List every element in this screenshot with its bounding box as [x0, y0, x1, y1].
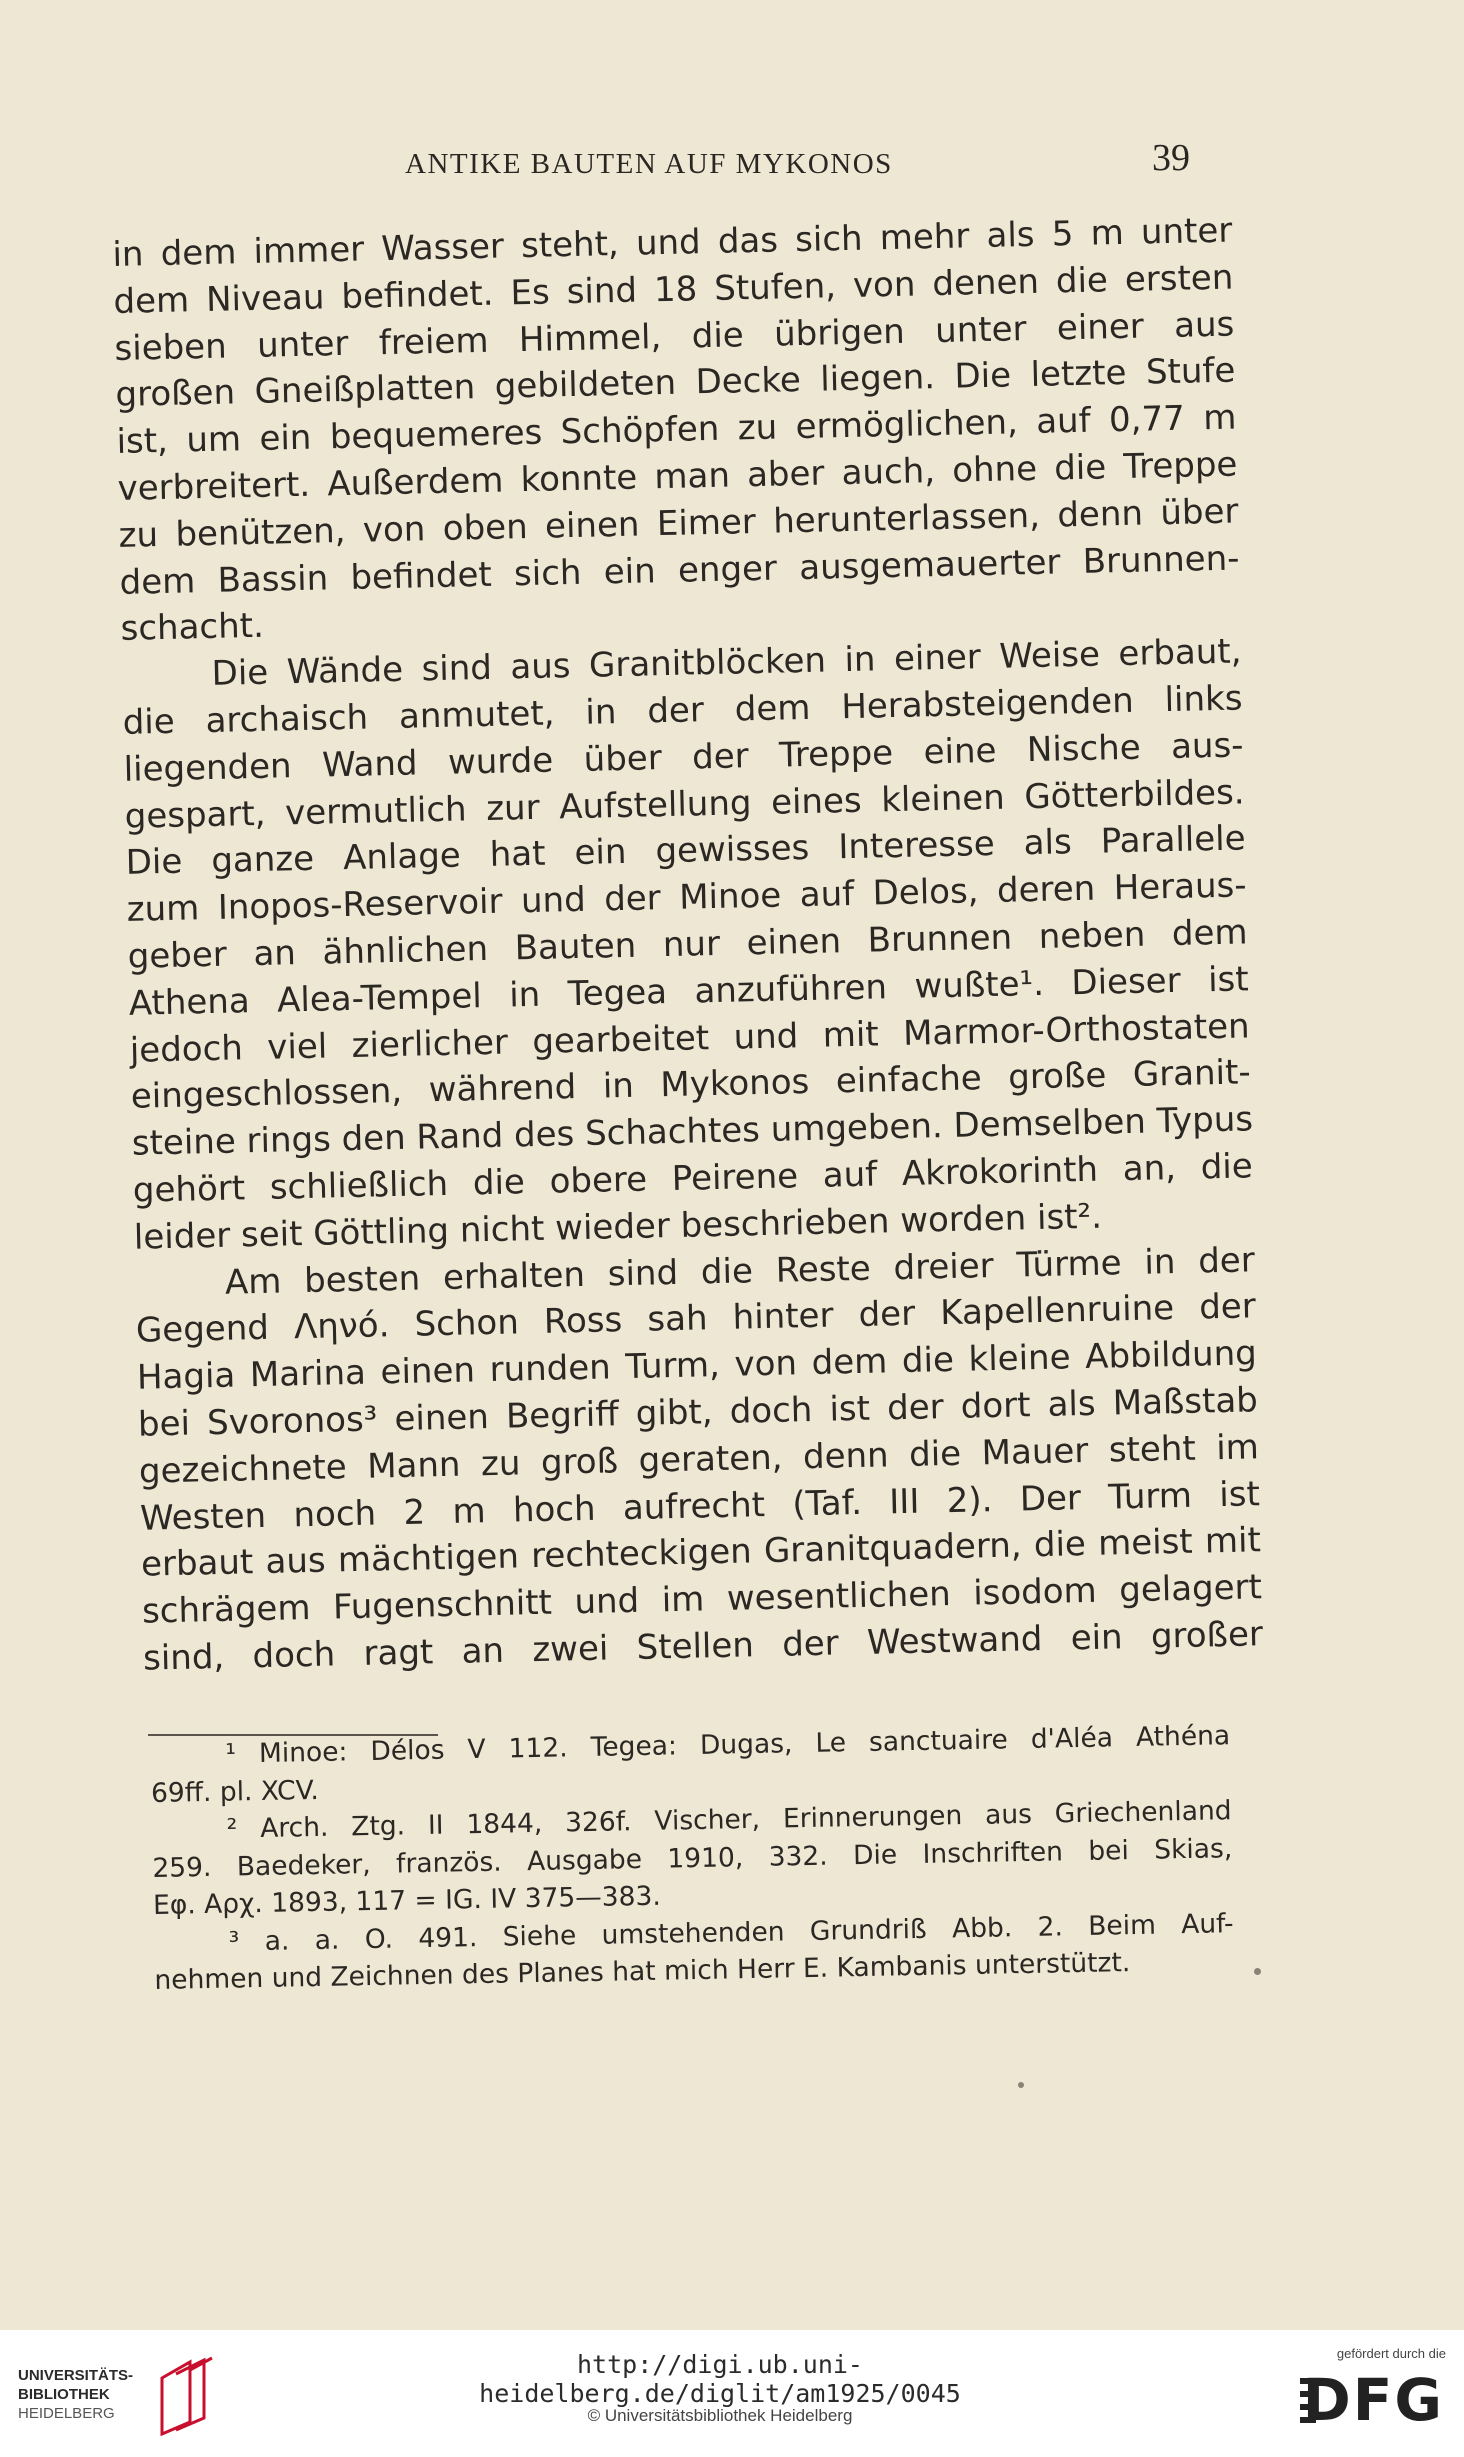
text-line: großen Gneißplatten gebildeten Decke liegen. Die letzte Stufe	[115, 350, 1236, 416]
text-line: steine rings den Rand des Schachtes umgeben. Demselben Typus	[131, 1099, 1254, 1164]
text-line: gehört schließlich die obere Peirene auf Akrokorinth an, die	[132, 1146, 1254, 1211]
body-text	[112, 208, 1263, 1683]
text-line: sind, doch ragt an zwei Stellen der Westwand ein großer	[142, 1614, 1264, 1679]
text-line: Die ganze Anlage hat ein gewisses Interesse als Parallele	[125, 818, 1246, 884]
paper-speck	[1018, 2082, 1024, 2088]
digitization-footer	[0, 2330, 1464, 2457]
footnote-line: Εφ. Αρχ. 1893, 117 = IG. IV 375—383.	[152, 1880, 662, 1921]
dfg-wordmark: DFG	[1302, 2366, 1444, 2434]
funding-caption: gefördert durch die	[1336, 2346, 1446, 2361]
library-name-line: UNIVERSITÄTS-	[18, 2367, 134, 2384]
library-emblem-icon	[156, 2356, 216, 2436]
text-line: dem Bassin befindet sich ein enger ausgemauerter Brunnen-	[119, 538, 1240, 603]
text-line: verbreitert. Außerdem konnte man aber auch, ohne die Treppe	[117, 444, 1238, 509]
text-line: eingeschlossen, während in Mykonos einfache große Granit-	[130, 1052, 1252, 1118]
footnote-line: 259. Baedeker, französ. Ausgabe 1910, 332. Die Inschriften bei Skias,	[152, 1832, 1233, 1884]
text-line: sieben unter freiem Himmel, die übrigen unter einer aus	[114, 304, 1235, 369]
permalink-url[interactable]: http://digi.ub.uni-heidelberg.de/diglit/am1925/0045	[479, 2350, 961, 2408]
text-line: Hagia Marina einen runden Turm, von dem die kleine Abbildung	[136, 1333, 1258, 1398]
text-line: Gegend Ληνό. Schon Ross sah hinter der Kapellenruine der	[135, 1286, 1257, 1352]
paragraph-start-line: Die Wände sind aus Granitblöcken in einer Weise erbaut,	[211, 631, 1242, 695]
text-line: zum Inopos-Reservoir und der Minoe auf Delos, deren Heraus-	[126, 865, 1247, 930]
library-name-line: BIBLIOTHEK	[18, 2386, 110, 2403]
dfg-logo[interactable]	[1296, 2346, 1446, 2446]
text-line: liegenden Wand wurde über der Treppe eine Nische aus-	[123, 725, 1244, 790]
text-line: leider seit Göttling nicht wieder beschrieben worden ist².	[133, 1196, 1103, 1258]
footnote-line: ¹ Minoe: Délos V 112. Tegea: Dugas, Le sanctuaire d'Aléa Athéna	[225, 1720, 1231, 1770]
library-name	[18, 2366, 133, 2423]
text-line: gespart, vermutlich zur Aufstellung eines kleinen Götterbildes.	[124, 771, 1245, 837]
text-line: zu benützen, von oben einen Eimer herunterlassen, denn über	[118, 491, 1239, 556]
text-line: erbaut aus mächtigen rechteckigen Granitquadern, die meist mit	[140, 1520, 1262, 1585]
page-number: 39	[1152, 137, 1190, 179]
copyright-notice: © Universitätsbibliothek Heidelberg	[587, 2406, 853, 2425]
university-library-logo[interactable]	[18, 2352, 218, 2442]
paper-speck	[1254, 1968, 1261, 1975]
text-line: ist, um ein bequemeres Schöpfen zu ermöglichen, auf 0,77 m	[116, 397, 1237, 463]
text-line: gezeichnete Mann zu groß geraten, denn die Mauer steht im	[138, 1426, 1260, 1492]
text-line: Westen noch 2 m hoch aufrecht (Taf. III 2). Der Turm ist	[139, 1473, 1261, 1539]
text-line: bei Svoronos³ einen Begriff gibt, doch ist der dort als Maßstab	[137, 1380, 1259, 1445]
text-line: jedoch viel zierlicher gearbeitet und mit Marmor-Orthostaten	[129, 1005, 1251, 1071]
footnote-line: nehmen und Zeichnen des Planes hat mich Herr E. Kambanis unterstützt.	[154, 1947, 1131, 1996]
text-line: geber an ähnlichen Bauten nur einen Brunnen neben dem	[127, 912, 1248, 977]
text-line: schrägem Fugenschnitt und im wesentlichen isodom gelagert	[141, 1567, 1263, 1632]
text-line: schacht.	[120, 606, 265, 650]
library-name-line: HEIDELBERG	[18, 2405, 115, 2422]
text-line: dem Niveau befindet. Es sind 18 Stufen, von denen die ersten	[113, 257, 1234, 322]
text-line: die archaisch anmutet, in der dem Herabsteigenden links	[122, 678, 1243, 743]
text-line: Athena Alea-Tempel in Tegea anzuführen wußte¹. Dieser ist	[128, 959, 1250, 1024]
footnote-line: ³ a. a. O. 491. Siehe umstehenden Grundriß Abb. 2. Beim Auf-	[228, 1907, 1234, 1958]
text-line: in dem immer Wasser steht, und das sich mehr als 5 m unter	[112, 210, 1233, 275]
running-title: ANTIKE BAUTEN AUF MYKONOS	[405, 148, 893, 180]
paragraph-start-line: Am besten erhalten sind die Reste dreier Türme in der	[224, 1239, 1256, 1303]
footnotes	[150, 1717, 1235, 1999]
footnote-line: 69ff. pl. XCV.	[150, 1774, 320, 1809]
footnote-line: ² Arch. Ztg. II 1844, 326f. Vischer, Erinnerungen aus Griechenland	[226, 1795, 1232, 1845]
